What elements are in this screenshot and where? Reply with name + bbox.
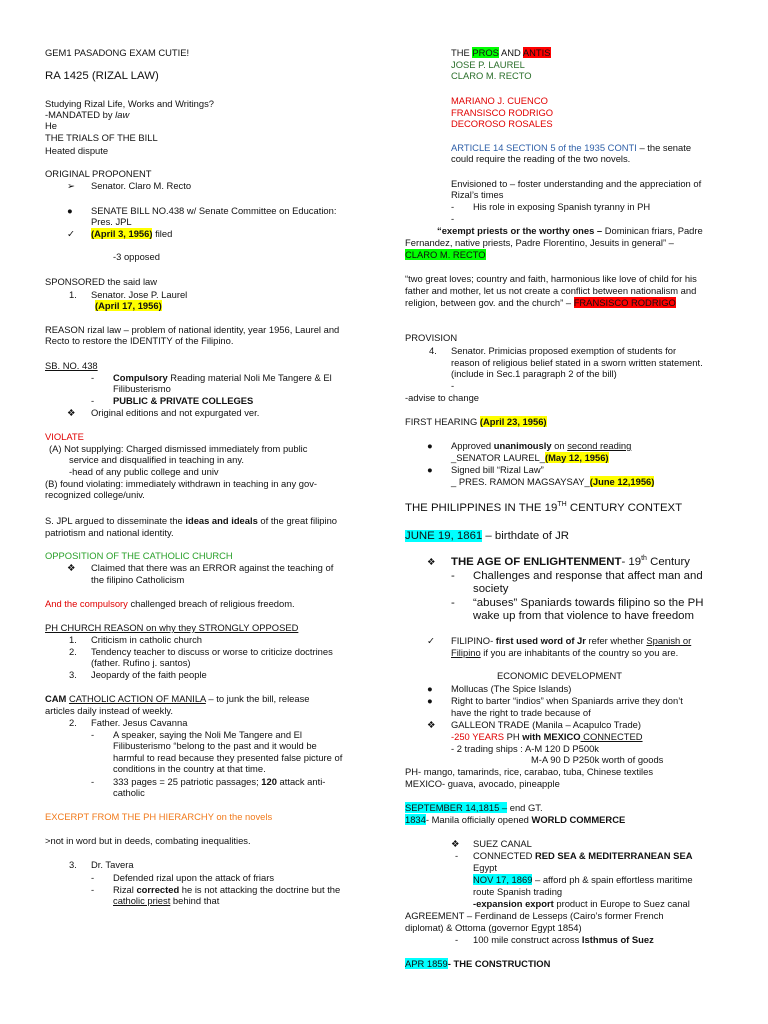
text-line: Senator. Jose P. Laurel: [91, 289, 188, 300]
subheading: SPONSORED the said law: [45, 276, 158, 287]
text-line: Original editions and not expurgated ver.: [91, 407, 260, 418]
list-item: Tendency teacher to discuss or worse to criticize doctrines: [91, 646, 333, 657]
text-line: could require the reading of the two novels.: [451, 153, 631, 164]
subheading: THE AGE OF ENLIGHTENMENT- 19th Century: [451, 555, 690, 568]
text-line: service and disqualified in teaching in any.: [69, 454, 244, 465]
text-line: Envisioned to – foster understanding and the appreciation of: [451, 178, 702, 189]
text-line: Rizal corrected he is not attacking the doctrine but the: [113, 884, 341, 895]
text-line: _ PRES. RAMON MAGSAYSAY_(June 12,1956): [451, 476, 655, 487]
text-line: articles daily instead of weekly.: [45, 705, 174, 716]
text-line: -expansion export product in Europe to Suez canal: [473, 898, 690, 909]
text-line: A speaker, saying the Noli Me Tangere and El: [113, 729, 303, 740]
text-line: He: [45, 120, 57, 131]
text-line: 333 pages = 25 patriotic passages; 120 attack anti-: [113, 776, 326, 787]
antis-name: FRANSISCO RODRIGO: [451, 107, 554, 118]
diamond-bullet-icon: ❖: [427, 719, 436, 730]
text-line: And the compulsory challenged breach of religious freedom.: [45, 598, 295, 609]
text-line: ARTICLE 14 SECTION 5 of the 1935 CONTI – the senate: [451, 142, 692, 153]
text-line: route Spanish trading: [473, 886, 563, 897]
diamond-bullet-icon: ❖: [67, 407, 76, 418]
diamond-bullet-icon: ❖: [427, 556, 436, 567]
text-line: His role in exposing Spanish tyranny in PH: [473, 201, 651, 212]
subheading: PH CHURCH REASON on why they STRONGLY OPPOSED: [45, 622, 299, 633]
text-line: -head of any public college and univ: [69, 466, 219, 477]
text-line: APR 1859- THE CONSTRUCTION: [405, 958, 551, 969]
list-item: (father. Rufino j. santos): [91, 657, 191, 668]
text-line: Defended rizal upon the attack of friars: [113, 872, 275, 883]
dot-bullet-icon: ●: [427, 683, 433, 694]
text-line: harmful to read because they presented false picture of: [113, 752, 343, 763]
subheading: VIOLATE: [45, 431, 84, 442]
pros-name: JOSE P. LAUREL: [451, 59, 525, 70]
text-line: “abuses” Spaniards towards filipino so the PH: [473, 597, 704, 609]
dash-bullet: -: [91, 776, 95, 787]
text-line: FILIPINO- first used word of Jr refer whether Spanish or: [451, 635, 692, 646]
dash-bullet: -: [455, 850, 459, 861]
subheading: FIRST HEARING (April 23, 1956): [405, 416, 547, 427]
text-line: PH- mango, tamarinds, rice, carabao, tuba, Chinese textiles: [405, 766, 654, 777]
quote-line: “two great loves; country and faith, harmonious like love of child for his: [405, 273, 697, 284]
subheading: ECONOMIC DEVELOPMENT: [497, 670, 623, 681]
list-number: 3.: [69, 669, 77, 680]
subheading: PROVISION: [405, 332, 458, 343]
dot-bullet-icon: ●: [427, 695, 433, 706]
text-line: -advise to change: [405, 392, 480, 403]
list-item: Jeopardy of the faith people: [91, 669, 207, 680]
dash-bullet: -: [91, 372, 95, 383]
text-line: diplomat) & Ottoma (governor Egypt 1854): [405, 922, 582, 933]
diamond-bullet-icon: ❖: [67, 562, 76, 573]
antis-name: MARIANO J. CUENCO: [451, 95, 548, 106]
quote-line: religion, between gov. and the church” – FRANSISCO RODRIGO: [405, 297, 676, 308]
text-line: PUBLIC & PRIVATE COLLEGES: [113, 395, 254, 406]
text-line: conditions in the country at that time.: [113, 763, 266, 774]
text-line: Filibusterismo: [113, 383, 171, 394]
text-line: Studying Rizal Life, Works and Writings?: [45, 98, 214, 109]
text-line: Senator. Claro M. Recto: [91, 180, 192, 191]
text-line: Dr. Tavera: [91, 859, 134, 870]
subheading: EXCERPT FROM THE PH HIERARCHY on the novels: [45, 811, 273, 822]
text-line: Recto to restore the IDENTITY of the Filipino.: [45, 335, 234, 346]
text-line: 1834- Manila officially opened WORLD COMMERCE: [405, 814, 626, 825]
quote-author: CLARO M. RECTO: [405, 249, 486, 260]
quote-line: Fernandez, native priests, Padre Florentino, Jesuits in general” –: [405, 237, 674, 248]
quote-line: father and mother, let us not create a conflict between nationalism and: [405, 285, 697, 296]
dot-bullet-icon: ●: [427, 440, 433, 451]
text-line: society: [473, 583, 509, 595]
dash-bullet: -: [91, 872, 95, 883]
dash-bullet: -: [91, 884, 95, 895]
text-line: - 2 trading ships : A-M 120 D P500k: [451, 743, 599, 754]
text-line: -MANDATED by law: [45, 109, 130, 120]
text-line: Pres. JPL: [91, 216, 132, 227]
list-number: 2.: [69, 717, 77, 728]
text-line: 100 mile construct across Isthmus of Suez: [473, 934, 654, 945]
section-heading-ra1425: RA 1425 (RIZAL LAW): [45, 70, 159, 82]
dash-bullet: -: [455, 934, 459, 945]
subheading: ORIGINAL PROPONENT: [45, 168, 152, 179]
text-line: Egypt: [473, 862, 497, 873]
text-line: GALLEON TRADE (Manila – Acapulco Trade): [451, 719, 642, 730]
arrow-bullet-icon: ➢: [67, 180, 75, 191]
text-line: Filipino if you are inhabitants of the country so you are.: [451, 647, 679, 658]
dash-bullet: -: [451, 380, 455, 391]
text-line: AGREEMENT – Ferdinand de Lesseps (Cairo’s former French: [405, 910, 664, 921]
text-line: patriotism and national identity.: [45, 527, 174, 538]
dash-bullet: -: [451, 570, 455, 582]
text-line: have the right to trade because of: [451, 707, 591, 718]
text-line: Rizal’s times: [451, 189, 504, 200]
dash-bullet: -: [91, 729, 95, 740]
text-line: reason of religious belief stated in a sworn written statement.: [451, 357, 703, 368]
antis-name: DECOROSO ROSALES: [451, 118, 553, 129]
text-line: Challenges and response that affect man and: [473, 570, 703, 582]
text-line: Senator. Primicias proposed exemption of students for: [451, 345, 677, 356]
check-icon: ✓: [427, 635, 435, 646]
dash-bullet: -: [451, 213, 455, 224]
quote-line: “exempt priests or the worthy ones – Dominican friars, Padre: [437, 225, 703, 236]
list-number: 1.: [69, 289, 77, 300]
text-line: -3 opposed: [113, 251, 160, 262]
pros-name: CLARO M. RECTO: [451, 70, 532, 81]
text-line: M-A 90 D P250k worth of goods: [531, 754, 664, 765]
text-line: Signed bill “Rizal Law”: [451, 464, 544, 475]
text-line: NOV 17, 1869 – afford ph & spain effortless maritime: [473, 874, 693, 885]
list-number: 4.: [429, 345, 437, 356]
text-line: Claimed that there was an ERROR against the teaching of: [91, 562, 334, 573]
text-line: Compulsory Reading material Noli Me Tangere & El: [113, 372, 332, 383]
text-line: catholic: [113, 787, 145, 798]
subheading: OPPOSITION OF THE CATHOLIC CHURCH: [45, 550, 233, 561]
dash-bullet: -: [91, 395, 95, 406]
text-line: _SENATOR LAUREL_(May 12, 1956): [451, 452, 609, 463]
date-highlight: (April 17, 1956): [95, 300, 162, 311]
diamond-bullet-icon: ❖: [451, 838, 460, 849]
list-number: 3.: [69, 859, 77, 870]
section-heading-19th-century: THE PHILIPPINES IN THE 19TH CENTURY CONTEXT: [405, 501, 683, 514]
text-line: MEXICO- guava, avocado, pineapple: [405, 778, 560, 789]
text-line: (April 3, 1956) filed: [91, 228, 173, 239]
dash-bullet: -: [451, 597, 455, 609]
list-number: 1.: [69, 634, 77, 645]
text-line: Heated dispute: [45, 145, 109, 156]
text-line: wake up from that violence to have freedom: [473, 610, 694, 622]
check-icon: ✓: [67, 228, 75, 239]
subheading: THE PROS AND ANTIS: [451, 47, 551, 58]
text-line: SEPTEMBER 14,1815 – end GT.: [405, 802, 543, 813]
text-line: CONNECTED RED SEA & MEDITERRANEAN SEA: [473, 850, 693, 861]
text-line: the filipino Catholicism: [91, 574, 185, 585]
text-line: >not in word but in deeds, combating inequalities.: [45, 835, 251, 846]
dot-bullet-icon: ●: [427, 464, 433, 475]
text-line: recognized college/univ.: [45, 489, 145, 500]
text-line: Mollucas (The Spice Islands): [451, 683, 572, 694]
subheading: SB. NO. 438: [45, 360, 98, 371]
list-number: 2.: [69, 646, 77, 657]
text-line: JUNE 19, 1861 – birthdate of JR: [405, 530, 569, 542]
text-line: (B) found violating: immediately withdrawn in teaching in any gov-: [45, 478, 318, 489]
text-line: Approved unanimously on second reading: [451, 440, 632, 451]
text-line: catholic priest behind that: [113, 895, 220, 906]
dash-bullet: -: [451, 201, 455, 212]
dot-bullet-icon: ●: [67, 205, 73, 216]
text-line: S. JPL argued to disseminate the ideas and ideals of the great filipino: [45, 515, 338, 526]
doc-title: GEM1 PASADONG EXAM CUTIE!: [45, 47, 190, 58]
list-item: Criticism in catholic church: [91, 634, 202, 645]
text-line: SENATE BILL NO.438 w/ Senate Committee on Education:: [91, 205, 337, 216]
subheading: THE TRIALS OF THE BILL: [45, 132, 158, 143]
text-line: Filibusterismo “belong to the past and it would be: [113, 740, 317, 751]
text-line: Right to barter “indios” when Spaniards arrive they don’t: [451, 695, 683, 706]
text-line: REASON rizal law – problem of national identity, year 1956, Laurel and: [45, 324, 340, 335]
text-line: -250 YEARS PH with MEXICO CONNECTED: [451, 731, 643, 742]
text-line: (A) Not supplying: Charged dismissed immediately from public: [49, 443, 308, 454]
text-line: CAM CATHOLIC ACTION OF MANILA – to junk the bill, release: [45, 693, 310, 704]
subheading: SUEZ CANAL: [473, 838, 532, 849]
text-line: Father. Jesus Cavanna: [91, 717, 188, 728]
text-line: (include in Sec.1 paragraph 2 of the bill): [451, 368, 617, 379]
